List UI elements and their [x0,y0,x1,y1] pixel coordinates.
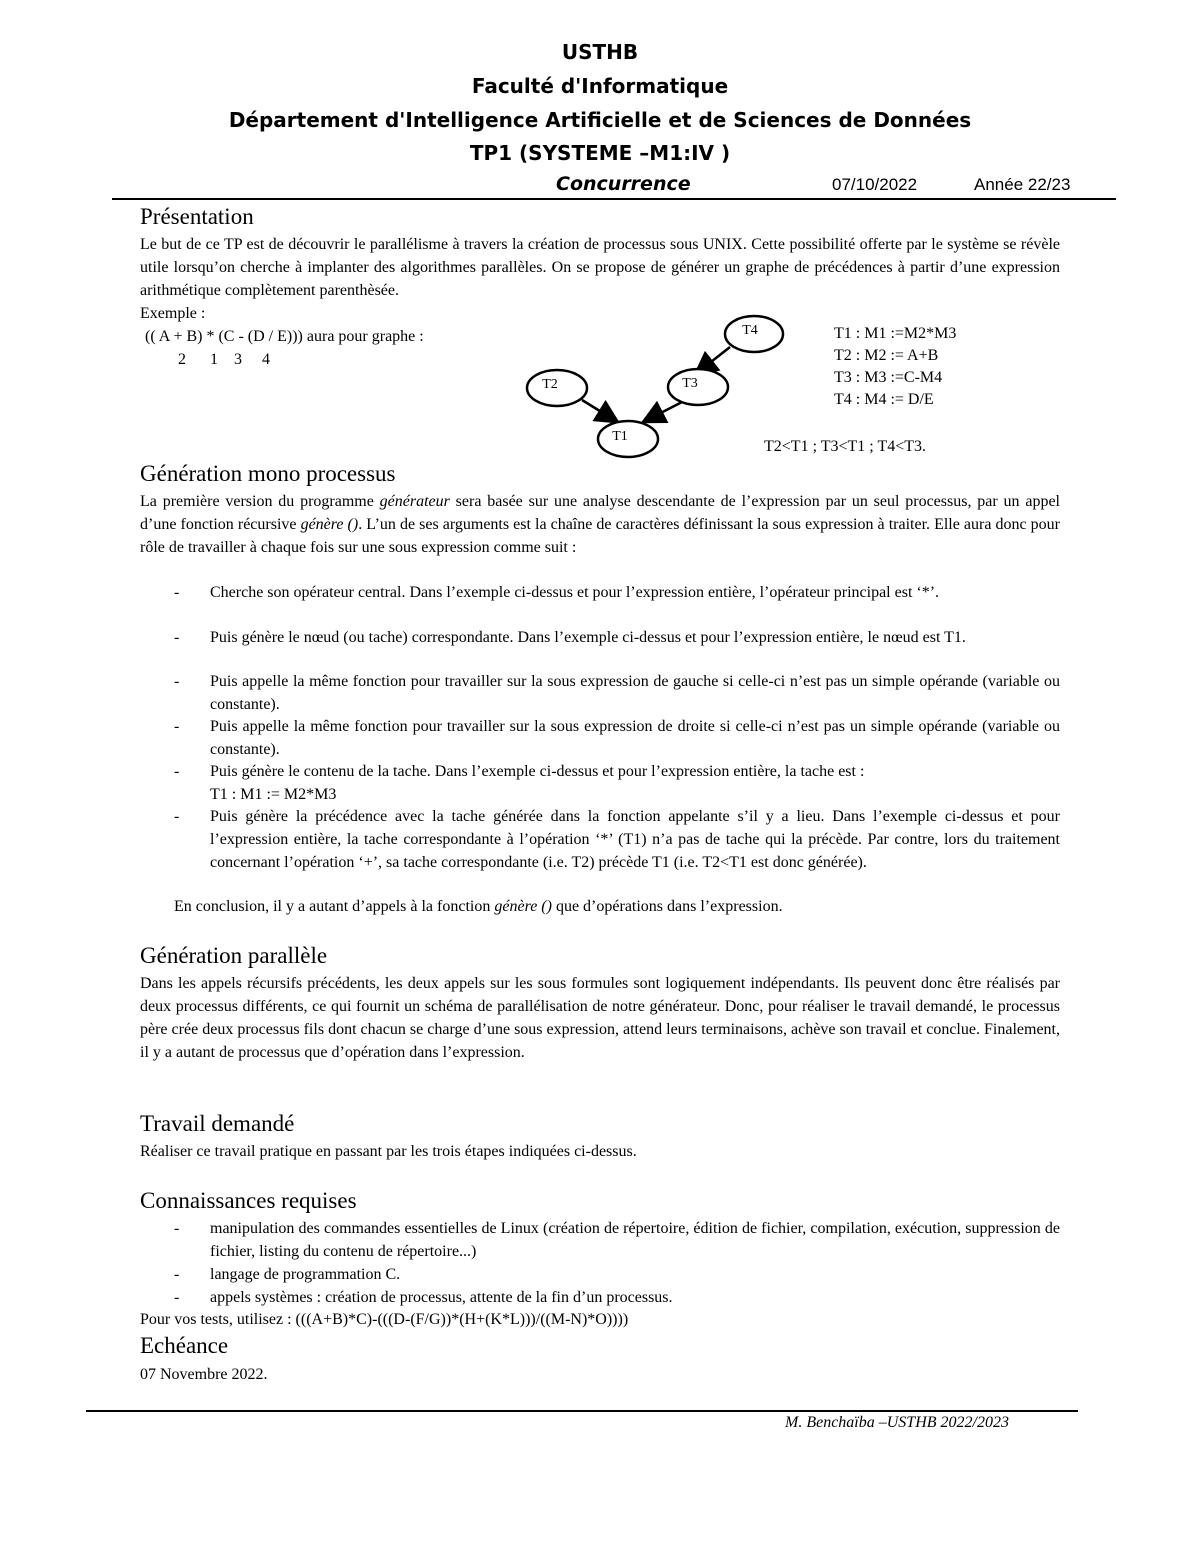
parallel-paragraph: Dans les appels récursifs précédents, les deux appels sur les sous formules sont logiquement indépendants. Ils peuvent donc être réalisés par deux processus différents, ce qui fournit un schéma de parallélisation de notre générateur. Donc, pour réaliser le travail demandé, le processus père crée deux processus fils dont chacun se charge d’une sous expression, attend leurs terminaisons, achève son travail et conclue. Finalement, il y a autant de processus que d’opération dans l’expression. [140,975,1060,1061]
academic-year: Année 22/23 [974,175,1071,194]
task-content-example: T1 : M1 := M2*M3 [210,786,337,803]
svg-text:T1: T1 [612,429,628,444]
header-divider [112,198,1116,200]
list-item: - appels systèmes : création de processus, attente de la fin d’un processus. [174,1289,673,1306]
svg-text:T4: T4 [742,323,758,338]
list-item: - Puis appelle la même fonction pour travailler sur la sous expression de droite si celle-ci n’est pas un simple opérande (variable ou constante). [174,718,1060,758]
section-title-deadline: Echéance [140,1333,229,1358]
test-expression: Pour vos tests, utilisez : (((A+B)*C)-(((D-(F/G))*(H+(K*L)))/((M-N)*O)))) [140,1311,629,1328]
section-title-requirements: Connaissances requises [140,1188,357,1213]
list-item: - Cherche son opérateur central. Dans l’exemple ci-dessus et pour l’expression entière, l’opérateur principal est ‘*’. [174,584,940,601]
department-name: Département d'Intelligence Artificielle et de Sciences de Données [228,108,972,132]
presentation-paragraph: Le but de ce TP est de découvrir le parallélisme à travers la création de processus sous UNIX. Cette possibilité offerte par le système se révèle utile lorsqu’on cherche à implanter des algorithmes parallèles. On se propose de générer un graphe de précédences à partir d’une expression arithmétique complètement parenthèsée. [140,236,1060,299]
example-label: Exemple : [140,305,206,322]
example-expression: (( A + B) * (C - (D / E))) aura pour graphe : [145,328,424,345]
svg-text:T3: T3 [682,376,698,391]
deadline-date: 07 Novembre 2022. [140,1366,268,1383]
section-title-mono: Génération mono processus [140,461,396,486]
equation-t1: T1 : M1 :=M2*M3 [834,325,957,342]
list-item: - langage de programmation C. [174,1266,401,1283]
list-item: - Puis génère le nœud (ou tache) correspondante. Dans l’exemple ci-dessus et pour l’expression entière, le nœud est T1. [174,629,966,646]
graph-edge-t2-t1 [582,400,616,421]
tp-title: TP1 (SYSTEME –M1:IV ) [469,141,731,165]
svg-text:T2: T2 [542,377,558,392]
work-paragraph: Réaliser ce travail pratique en passant par les trois étapes indiquées ci-dessus. [140,1143,637,1160]
section-title-parallel: Génération parallèle [140,943,328,968]
example-operator-order: 2 1 3 4 [178,351,270,368]
equation-t4: T4 : M4 := D/E [834,391,934,408]
equation-t2: T2 : M2 := A+B [834,347,939,364]
list-item: - Puis génère le contenu de la tache. Dans l’exemple ci-dessus et pour l’expression entière, la tache est : T1 : M1 := M2*M3 [174,760,1060,806]
list-item: - Puis appelle la même fonction pour travailler sur la sous expression de gauche si celle-ci n’est pas un simple opérande (variable ou constante). [174,673,1060,713]
section-title-presentation: Présentation [140,204,254,229]
list-item: - manipulation des commandes essentielles de Linux (création de répertoire, édition de fichier, compilation, exécution, suppression de fichier, listing du contenu de répertoire...) [174,1220,1060,1260]
mono-conclusion: En conclusion, il y a autant d’appels à la fonction génère () que d’opérations dans l’expression. [174,898,783,915]
footer-author: M. Benchaïba –USTHB 2022/2023 [785,1414,1009,1431]
graph-node-t4 [725,316,783,352]
graph-edge-t3-t1 [645,401,684,421]
footer-divider [86,1410,1078,1412]
faculty-name: Faculté d'Informatique [471,74,729,98]
subject-title: Concurrence [556,173,691,195]
list-item: - Puis génère la précédence avec la tache générée dans la fonction appelante s’il y a lieu. Dans l’exemple ci-dessus et pour l’expression entière, la tache correspondante à l’opération ‘*’ (T1) n’a pas de tache qui la précède. Par contre, lors du traitement concernant l’opération ‘+’, sa tache correspondante (i.e. T2) précède T1 (i.e. T2<T1 est donc générée). [174,808,1060,871]
section-title-work: Travail demandé [140,1111,295,1136]
university-name: USTHB [561,40,639,64]
equation-t3: T3 : M3 :=C-M4 [834,369,943,386]
doc-date: 07/10/2022 [832,175,918,194]
precedence-relations: T2<T1 ; T3<T1 ; T4<T3. [764,438,927,455]
graph-node-t2 [527,370,587,406]
graph-node-t1 [598,421,658,457]
graph-node-t3 [668,369,728,405]
mono-intro: La première version du programme générateur sera basée sur une analyse descendante de l’expression par un seul processus, par un appel d’une fonction récursive génère (). L’un de ses arguments est la chaîne de caractères définissant la sous expression à traiter. Elle aura donc pour rôle de travailler à chaque fois sur une sous expression comme suit : [140,493,1060,556]
